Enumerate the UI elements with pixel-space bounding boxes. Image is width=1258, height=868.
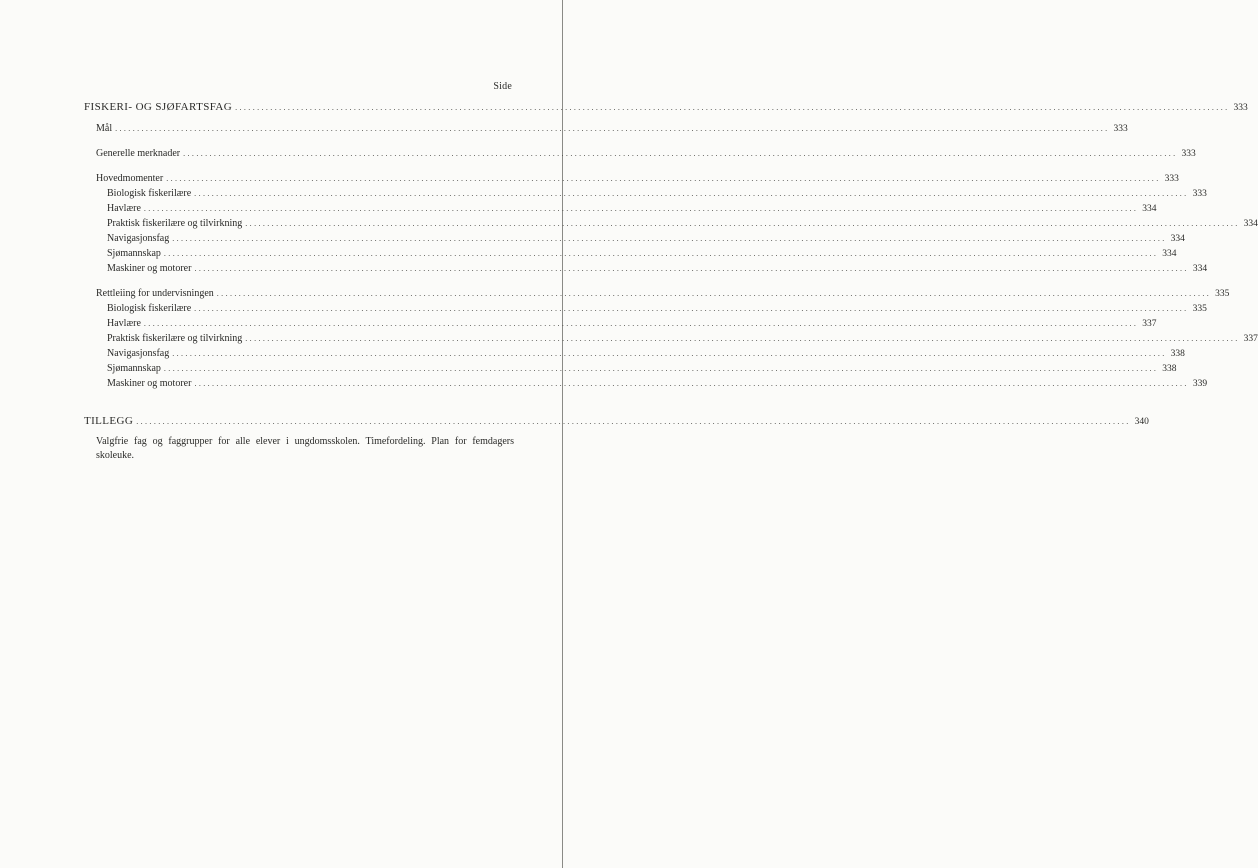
page-number: 340: [1134, 417, 1149, 427]
page-number: 334: [1162, 249, 1177, 259]
toc-subentry: [107, 318, 1157, 333]
dot-leader: ..................................................................................................................................................................................................................................: [143, 204, 1139, 213]
dot-leader: ..................................................................................................................................................................................................................................: [194, 264, 1189, 273]
toc-subentry: [107, 248, 1177, 263]
dot-leader: ..................................................................................................................................................................................................................................: [194, 189, 1189, 198]
entry-label: Navigasjonsfag: [107, 348, 170, 359]
page-number: 333: [1181, 149, 1196, 159]
toc-section-fiskeri-og-sjofartsfag: [84, 101, 1248, 116]
dot-leader: ..................................................................................................................................................................................................................................: [166, 174, 1161, 183]
section-description: Valgfrie fag og faggrupper for alle elever i ungdomsskolen. Timefordeling. Plan for femdagers skoleuke.: [96, 436, 514, 461]
page-number: 337: [1243, 334, 1258, 344]
entry-label: Biologisk fiskerilære: [107, 303, 192, 314]
page-number: 333: [1192, 189, 1207, 199]
toc-entry-generelle-merknader: [96, 148, 1196, 163]
entry-label: Maskiner og motorer: [107, 263, 192, 274]
table-of-contents: [84, 101, 1258, 473]
toc-subentry: [107, 233, 1185, 248]
toc-subentry: [107, 378, 1208, 393]
entry-label: Sjømannskap: [107, 363, 161, 374]
entry-label: Navigasjonsfag: [107, 233, 170, 244]
section-title: FISKERI- OG SJØFARTSFAG: [84, 101, 233, 113]
entry-label: Havlære: [107, 203, 141, 214]
dot-leader: ..................................................................................................................................................................................................................................: [216, 289, 1212, 298]
page-number: 335: [1192, 304, 1207, 314]
toc-subentry: [107, 263, 1208, 278]
toc-section-tillegg: [84, 415, 1149, 430]
page-number: 335: [1215, 289, 1230, 299]
dot-leader: ..................................................................................................................................................................................................................................: [172, 349, 1167, 358]
toc-subentry: [107, 303, 1207, 318]
page-number: 334: [1243, 219, 1258, 229]
dot-leader: ..................................................................................................................................................................................................................................: [245, 219, 1240, 228]
dot-leader: ..................................................................................................................................................................................................................................: [143, 319, 1139, 328]
dot-leader: ..................................................................................................................................................................................................................................: [115, 124, 1110, 133]
entry-label: Sjømannskap: [107, 248, 161, 259]
entry-label: Praktisk fiskerilære og tilvirkning: [107, 333, 243, 344]
entry-label: Mål: [96, 123, 113, 134]
entry-label: Generelle merknader: [96, 148, 181, 159]
toc-entry-rettleiing: [96, 288, 1230, 303]
dot-leader: ..................................................................................................................................................................................................................................: [136, 417, 1131, 426]
dot-leader: ..................................................................................................................................................................................................................................: [172, 234, 1167, 243]
dot-leader: ..................................................................................................................................................................................................................................: [163, 364, 1159, 373]
toc-entry-hovedmomenter: [96, 173, 1179, 188]
dot-leader: ..................................................................................................................................................................................................................................: [245, 334, 1240, 343]
entry-label: Rettleiing for undervisningen: [96, 288, 214, 299]
page-number: 333: [1113, 124, 1128, 134]
entry-label: Praktisk fiskerilære og tilvirkning: [107, 218, 243, 229]
dot-leader: ..................................................................................................................................................................................................................................: [194, 304, 1189, 313]
page-number: 333: [1164, 174, 1179, 184]
entry-label: Havlære: [107, 318, 141, 329]
page-number: 334: [1142, 204, 1157, 214]
page-number: 333: [1233, 103, 1248, 113]
page-number: 338: [1170, 349, 1185, 359]
toc-subentry: [107, 218, 1258, 233]
toc-entry-mal: [96, 123, 1128, 138]
dot-leader: ..................................................................................................................................................................................................................................: [163, 249, 1159, 258]
entry-label: Hovedmomenter: [96, 173, 164, 184]
page-number: 334: [1170, 234, 1185, 244]
page-number: 339: [1192, 379, 1208, 389]
page-number: 334: [1192, 264, 1208, 274]
page-number: 338: [1162, 364, 1177, 374]
dot-leader: ..................................................................................................................................................................................................................................: [194, 379, 1189, 388]
toc-subentry: [107, 348, 1185, 363]
page-column-header: Side: [493, 81, 512, 92]
section-title: TILLEGG: [84, 415, 134, 427]
dot-leader: ..................................................................................................................................................................................................................................: [235, 103, 1230, 112]
entry-label: Maskiner og motorer: [107, 378, 192, 389]
dot-leader: ..................................................................................................................................................................................................................................: [183, 149, 1178, 158]
toc-subentry: [107, 333, 1258, 348]
entry-label: Biologisk fiskerilære: [107, 188, 192, 199]
toc-subentry: [107, 188, 1207, 203]
toc-subentry: [107, 203, 1157, 218]
toc-subentry: [107, 363, 1177, 378]
page-number: 337: [1142, 319, 1157, 329]
